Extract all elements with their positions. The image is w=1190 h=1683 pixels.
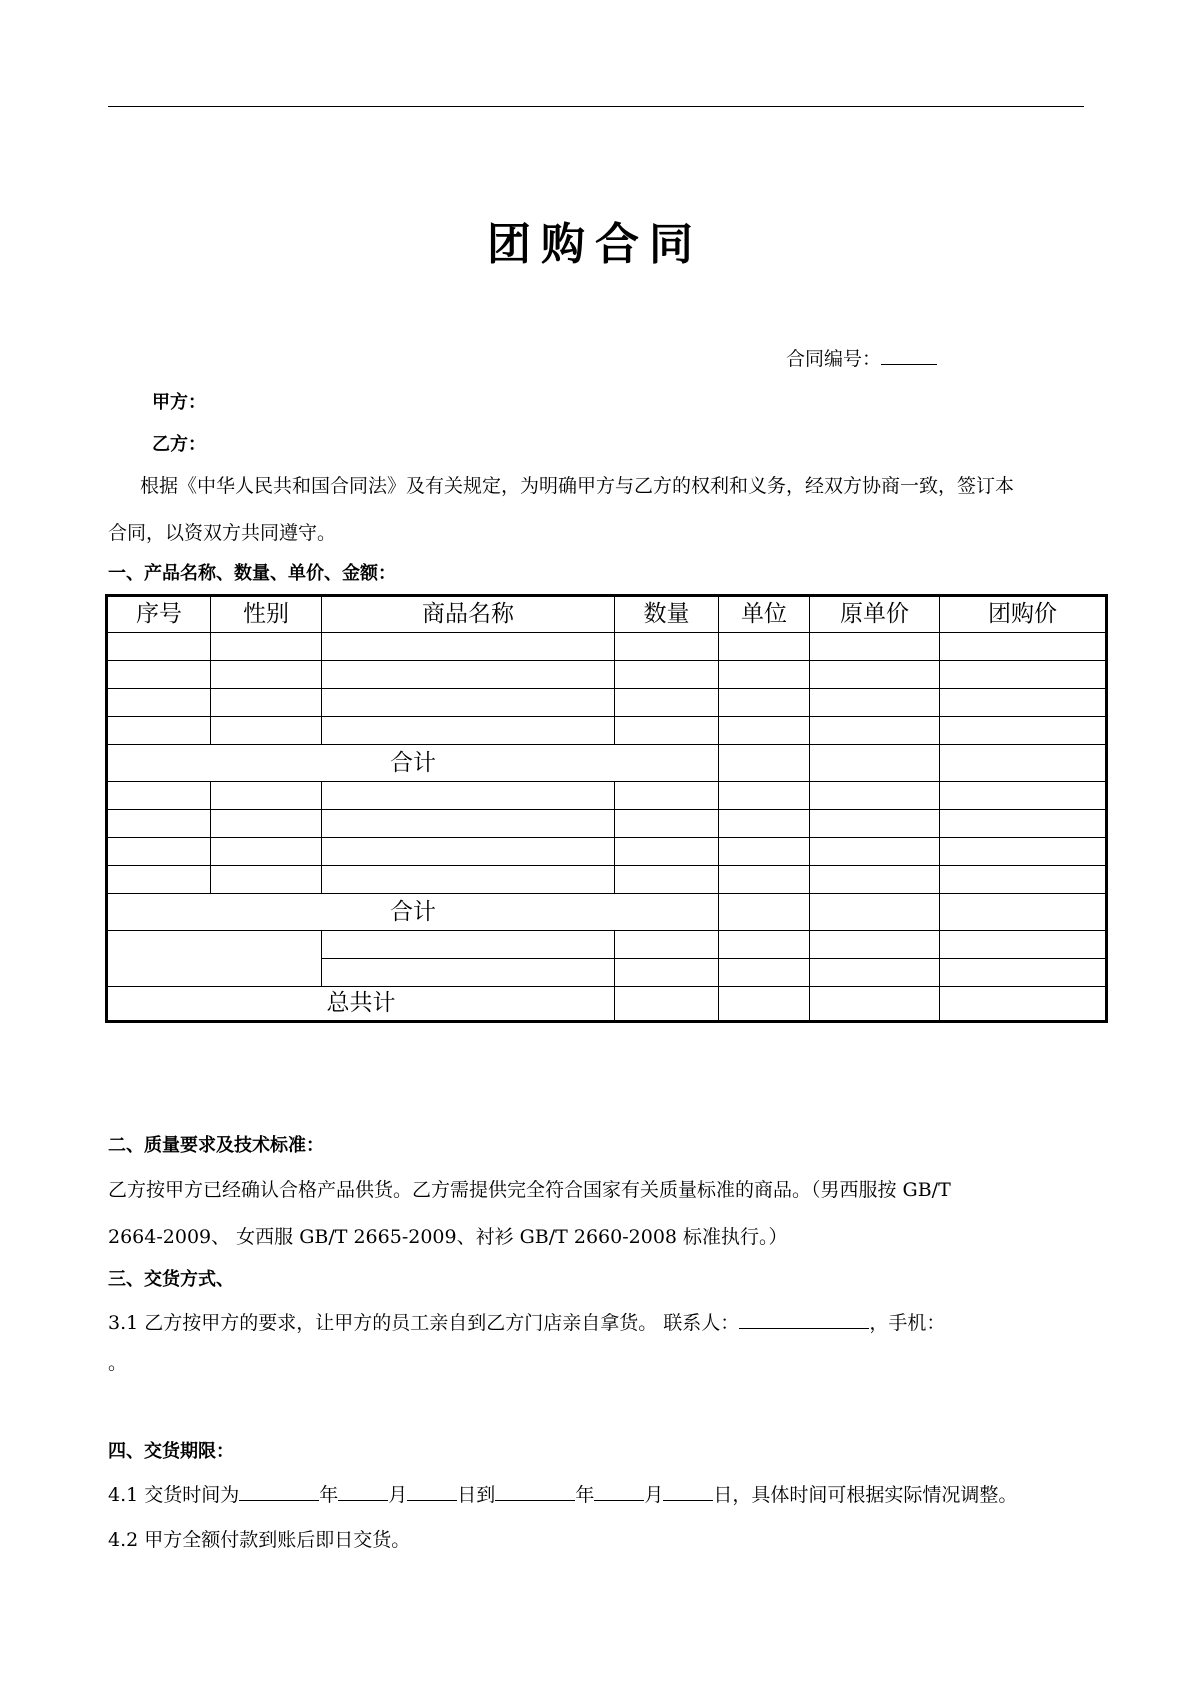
contract-number-line — [786, 344, 937, 371]
header-cell-original-price: 原单价 — [810, 596, 940, 633]
document-title: 团购合同 — [487, 219, 703, 270]
phone-label: ，手机： — [869, 1312, 946, 1334]
header-cell-quantity: 数量 — [615, 596, 719, 633]
section-3-line-2: 。 — [108, 1352, 128, 1374]
start-year-blank[interactable] — [239, 1482, 319, 1501]
intro-line-2: 合同，以资双方共同遵守。 — [108, 522, 337, 544]
year-label: 年 — [319, 1484, 339, 1506]
year-label: 年 — [575, 1484, 595, 1506]
month-label: 月 — [644, 1484, 664, 1506]
table-row — [107, 931, 1107, 959]
table-row — [107, 689, 1107, 717]
section-4-1-line — [108, 1480, 1017, 1507]
table-row — [107, 782, 1107, 810]
header-cell-group-price: 团购价 — [940, 596, 1107, 633]
table-row — [107, 866, 1107, 894]
table-row — [107, 810, 1107, 838]
section-2-line-1: 乙方按甲方已经确认合格产品供货。乙方需提供完全符合国家有关质量标准的商品。（男西服按 GB/T — [108, 1179, 951, 1201]
merged-blank-cell — [107, 931, 322, 987]
subtotal-row — [107, 745, 1107, 782]
section-2-line-2: 2664-2009、 女西服 GB/T 2665-2009、衬衫 GB/T 2660-2008 标准执行。） — [108, 1226, 788, 1248]
month-label: 月 — [388, 1484, 408, 1506]
subtotal-row — [107, 894, 1107, 931]
header-rule — [108, 106, 1084, 107]
table-row — [107, 661, 1107, 689]
start-month-blank[interactable] — [338, 1482, 388, 1501]
delivery-time-suffix: 日，具体时间可根据实际情况调整。 — [713, 1484, 1018, 1506]
end-year-blank[interactable] — [495, 1482, 575, 1501]
day-to-label: 日到 — [457, 1484, 496, 1506]
section-3-text: 3.1 乙方按甲方的要求，让甲方的员工亲自到乙方门店亲自拿货。 联系人： — [108, 1312, 740, 1334]
end-month-blank[interactable] — [594, 1482, 644, 1501]
subtotal-label: 合计 — [107, 894, 719, 931]
section-3-line-1 — [108, 1308, 945, 1335]
contract-number-label: 合同编号： — [786, 348, 882, 370]
table-row — [107, 633, 1107, 661]
start-day-blank[interactable] — [407, 1482, 457, 1501]
header-cell-gender: 性别 — [211, 596, 322, 633]
table-row — [107, 717, 1107, 745]
section-1-heading: 一、产品名称、数量、单价、金额： — [108, 563, 396, 584]
header-cell-product-name: 商品名称 — [322, 596, 615, 633]
product-table — [105, 594, 1108, 1023]
party-a-label: 甲方： — [152, 392, 206, 413]
section-4-2-line: 4.2 甲方全额付款到账后即日交货。 — [108, 1529, 411, 1551]
section-4-heading: 四、交货期限： — [108, 1441, 234, 1462]
grand-total-label: 总共计 — [107, 987, 615, 1022]
header-cell-unit: 单位 — [719, 596, 810, 633]
party-b-label: 乙方： — [152, 434, 206, 455]
subtotal-label: 合计 — [107, 745, 719, 782]
header-cell-index: 序号 — [107, 596, 211, 633]
contact-person-blank[interactable] — [739, 1310, 869, 1329]
grand-total-row — [107, 987, 1107, 1022]
contract-number-blank[interactable] — [881, 346, 937, 365]
table-row — [107, 838, 1107, 866]
delivery-time-label: 4.1 交货时间为 — [108, 1484, 240, 1506]
section-2-heading: 二、质量要求及技术标准： — [108, 1135, 324, 1156]
section-3-heading: 三、交货方式、 — [108, 1269, 234, 1290]
table-header-row — [107, 596, 1107, 633]
intro-line-1: 根据《中华人民共和国合同法》及有关规定，为明确甲方与乙方的权利和义务，经双方协商一致，签订本 — [140, 475, 1015, 497]
end-day-blank[interactable] — [663, 1482, 713, 1501]
